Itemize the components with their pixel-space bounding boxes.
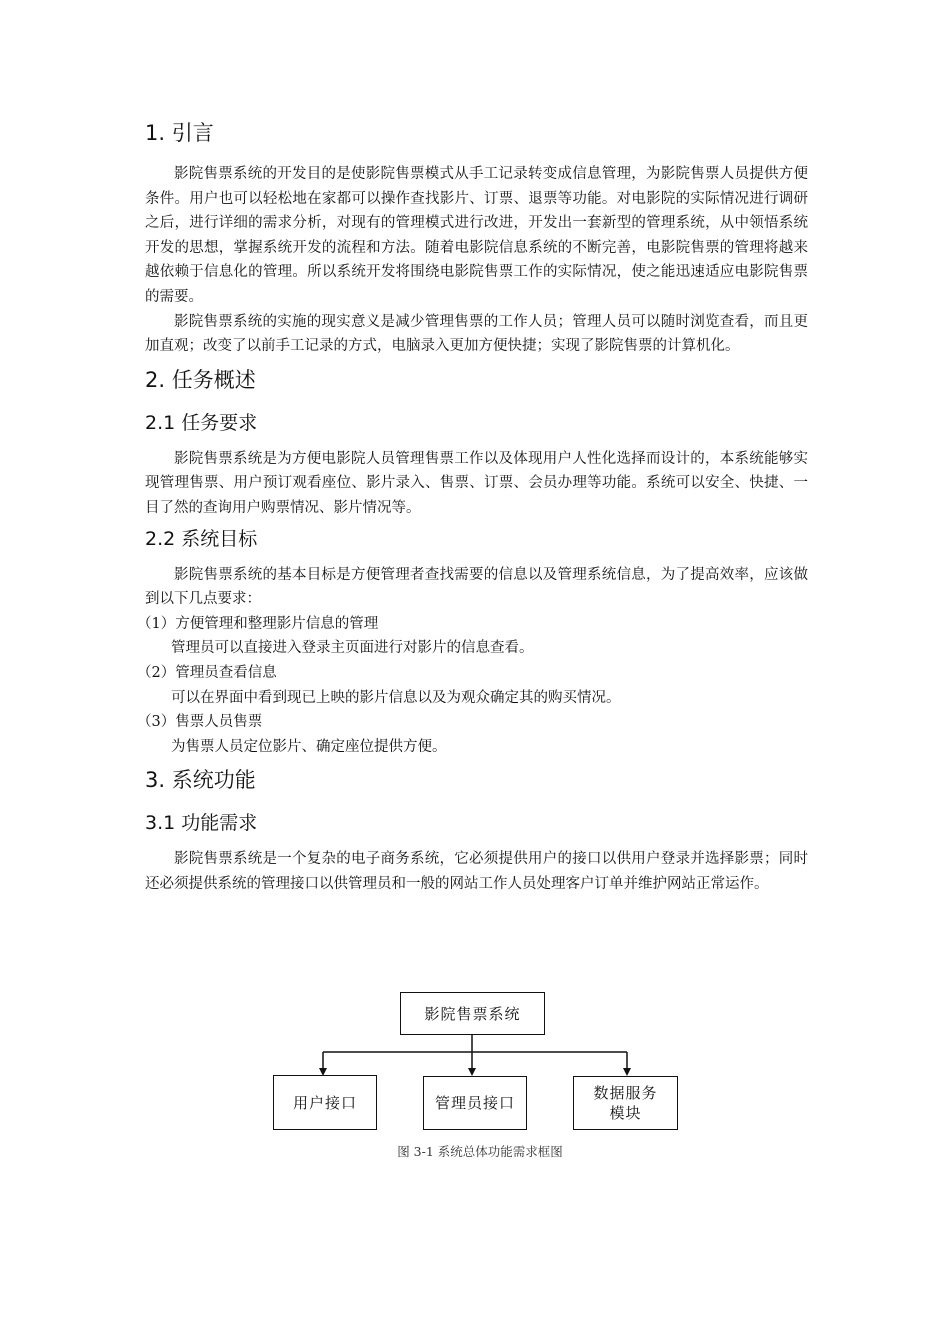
goal-item-1-desc: 管理员可以直接进入登录主页面进行对影片的信息查看。	[171, 640, 534, 657]
diagram-admin-interface-label: 管理员接口	[434, 1094, 515, 1112]
document-body	[137, 112, 808, 896]
goal-item-2: （2）管理员查看信息	[137, 664, 277, 681]
system-goals-paragraph: 影院售票系统的基本目标是方便管理者查找需要的信息以及管理系统信息，为了提高效率，应该做到以下几点要求：	[145, 566, 808, 608]
diagram-data-service-label-line1: 数据服务	[593, 1084, 658, 1102]
function-diagram	[260, 988, 700, 1168]
intro-paragraph-1: 影院售票系统的开发目的是使影院售票模式从手工记录转变成信息管理，为影院售票人员提供方便条件。用户也可以轻松地在家都可以操作查找影片、订票、退票等功能。对电影院的实际情况进行调研之后，进行详细的需求分析，对现有的管理模式进行改进，开发出一套新型的管理系统，从中领悟系统开发的思想，掌握系统开发的流程和方法。随着电影院信息系统的不断完善，电影院售票的管理将越来越依赖于信息化的管理。所以系统开发将围绕电影院售票工作的实际情况，使之能迅速适应电影院售票的需要。	[145, 166, 808, 305]
diagram-data-service-box	[573, 1076, 678, 1130]
diagram-root-box	[400, 992, 545, 1035]
task-requirements-paragraph: 影院售票系统是为方便电影院人员管理售票工作以及体现用户人性化选择而设计的，本系统能够实现管理售票、用户预订观看座位、影片录入、售票、订票、会员办理等功能。系统可以安全、快捷、一目了然的查询用户购票情况、影片情况等。	[145, 450, 808, 516]
heading-functional-requirements: 3.1 功能需求	[145, 812, 258, 835]
heading-system-functions: 3. 系统功能	[145, 768, 256, 793]
figure-caption: 图 3-1 系统总体功能需求框图	[397, 1144, 563, 1159]
diagram-data-service-label-line2: 模块	[609, 1104, 642, 1122]
diagram-admin-interface-box	[423, 1076, 527, 1130]
diagram-user-interface-box	[273, 1075, 377, 1130]
heading-task-overview: 2. 任务概述	[145, 367, 256, 392]
diagram-user-interface-label: 用户接口	[292, 1093, 357, 1112]
goal-item-3-desc: 为售票人员定位影片、确定座位提供方便。	[171, 738, 447, 755]
heading-introduction: 1. 引言	[145, 121, 214, 145]
diagram-root-label: 影院售票系统	[424, 1004, 521, 1023]
goal-item-2-desc: 可以在界面中看到现已上映的影片信息以及为观众确定其的购买情况。	[171, 689, 621, 706]
heading-task-requirements: 2.1 任务要求	[145, 411, 258, 434]
functional-requirements-paragraph: 影院售票系统是一个复杂的电子商务系统，它必须提供用户的接口以供用户登录并选择影票；同时还必须提供系统的管理接口以供管理员和一般的网站工作人员处理客户订单并维护网站正常运作。	[145, 851, 808, 892]
heading-system-goals: 2.2 系统目标	[145, 527, 258, 550]
goal-item-3: （3）售票人员售票	[137, 714, 263, 731]
intro-paragraph-2: 影院售票系统的实施的现实意义是减少管理售票的工作人员；管理人员可以随时浏览查看，而且更加直观；改变了以前手工记录的方式，电脑录入更加方便快捷；实现了影院售票的计算机化。	[145, 313, 808, 355]
goal-item-1: （1）方便管理和整理影片信息的管理	[137, 615, 379, 632]
